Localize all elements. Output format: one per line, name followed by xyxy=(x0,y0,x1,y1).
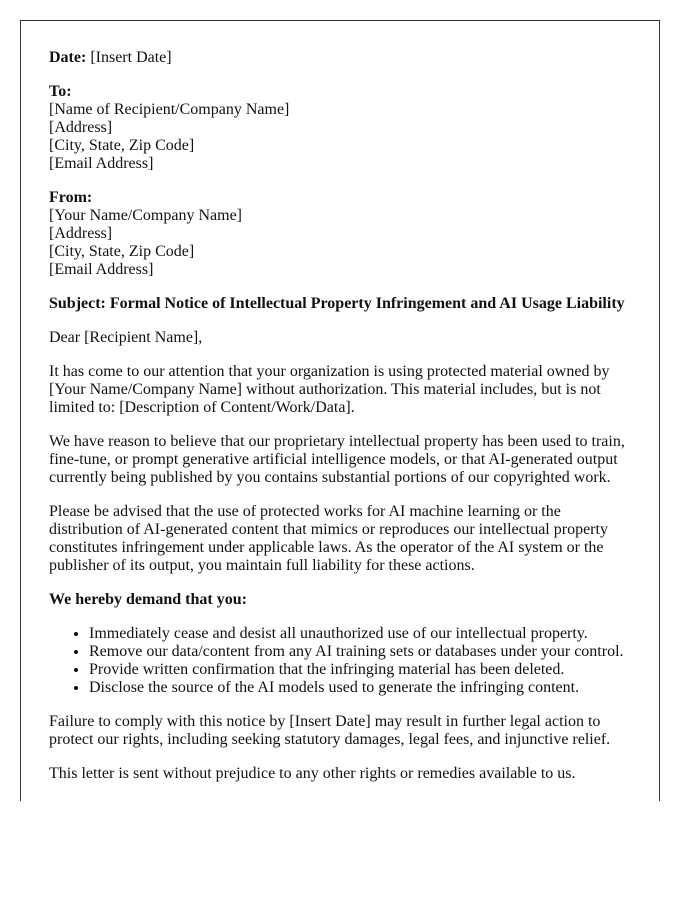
sender-address-block xyxy=(49,189,631,279)
sender-email: [Email Address] xyxy=(49,261,154,278)
sender-city-state-zip: [City, State, Zip Code] xyxy=(49,243,195,260)
sender-name: [Your Name/Company Name] xyxy=(49,207,243,224)
demand-item: • Remove our data/content from any AI training sets or databases under your control. xyxy=(89,643,631,661)
letter-page xyxy=(20,20,660,801)
body-paragraph-1: It has come to our attention that your organization is using protected material owned by [Your Name/Company Name] without authorization. This material includes, but is not limited to: [Description of Content/Work/Data]. xyxy=(49,363,610,416)
demand-item: • Provide written confirmation that the infringing material has been deleted. xyxy=(89,661,631,679)
demand-item: • Disclose the source of the AI models used to generate the infringing content. xyxy=(89,679,631,697)
recipient-address: [Address] xyxy=(49,119,113,136)
closing-paragraph-1: Failure to comply with this notice by [Insert Date] may result in further legal action to protect our rights, including seeking statutory damages, legal fees, and injunctive relief. xyxy=(49,713,611,748)
from-label: From: xyxy=(49,189,93,206)
salutation: Dear [Recipient Name], xyxy=(49,329,203,346)
demand-item: • Immediately cease and desist all unauthorized use of our intellectual property. xyxy=(89,625,631,643)
date-label: Date: xyxy=(49,49,87,66)
closing-paragraph-2: This letter is sent without prejudice to any other rights or remedies available to us. xyxy=(49,765,576,782)
sender-address: [Address] xyxy=(49,225,113,242)
date-value: [Insert Date] xyxy=(90,49,172,66)
subject-line: Subject: Formal Notice of Intellectual Property Infringement and AI Usage Liability xyxy=(49,295,625,312)
recipient-name: [Name of Recipient/Company Name] xyxy=(49,101,290,118)
body-paragraph-2: We have reason to believe that our proprietary intellectual property has been used to train, fine-tune, or prompt generative artificial intelligence models, or that AI-generated output currently being published by you contains substantial portions of our copyrighted work. xyxy=(49,433,625,486)
recipient-address-block xyxy=(49,83,631,173)
recipient-city-state-zip: [City, State, Zip Code] xyxy=(49,137,195,154)
to-label: To: xyxy=(49,83,72,100)
demand-list xyxy=(49,625,631,697)
demand-heading: We hereby demand that you: xyxy=(49,591,247,608)
date-line xyxy=(49,49,631,67)
body-paragraph-3: Please be advised that the use of protected works for AI machine learning or the distribution of AI-generated content that mimics or reproduces our intellectual property constitutes infringement under applicable laws. As the operator of the AI system or the publisher of its output, you maintain full liability for these actions. xyxy=(49,503,608,574)
recipient-email: [Email Address] xyxy=(49,155,154,172)
